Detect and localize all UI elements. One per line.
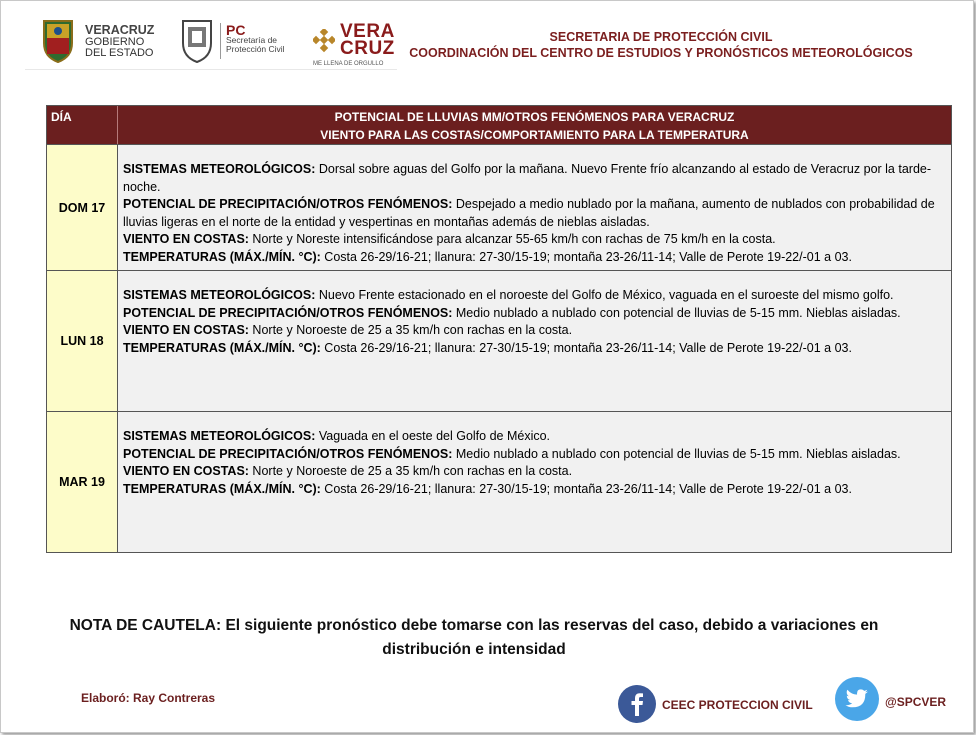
twitter-bird-icon — [835, 677, 879, 721]
day-cell: MAR 19 — [47, 412, 118, 552]
twitter-icon[interactable] — [835, 677, 879, 721]
label-temperaturas: TEMPERATURAS (MÁX./MÍN. °C): — [123, 481, 321, 496]
veracruz-logo-line2: GOBIERNO — [85, 36, 145, 48]
forecast-cell — [118, 271, 951, 411]
orgullo-logo-line1: VERA — [340, 21, 395, 42]
veracruz-logo-text — [85, 25, 154, 59]
forecast-cell — [118, 145, 951, 270]
logo-strip — [25, 15, 397, 70]
temperaturas-text: Costa 26-29/16-21; llanura: 27-30/15-19; montaña 23-26/11-14; Valle de Perote 19-22/-01 a 03. — [320, 481, 852, 496]
veracruz-government-logo — [41, 15, 155, 69]
orgullo-logo-tagline: ME LLENA DE ORGULLO — [313, 61, 384, 67]
temperaturas-text: Costa 26-29/16-21; llanura: 27-30/15-19; montaña 23-26/11-14; Valle de Perote 19-22/-01 a 03. — [320, 340, 852, 355]
day-cell: DOM 17 — [47, 145, 118, 270]
precipitacion-text: Medio nublado a nublado con potencial de lluvias de 5-15 mm. Nieblas aisladas. — [452, 305, 901, 320]
label-sistemas: SISTEMAS METEOROLÓGICOS: — [123, 162, 316, 176]
label-precipitacion: POTENCIAL DE PRECIPITACIÓN/OTROS FENÓMENOS: — [123, 305, 453, 320]
pc-logo-line1: Secretaría de — [226, 35, 278, 45]
table-row — [47, 144, 951, 270]
veracruz-logo-line1: VERACRUZ — [85, 23, 155, 37]
label-precipitacion: POTENCIAL DE PRECIPITACIÓN/OTROS FENÓMENOS: — [123, 197, 453, 212]
viento-text: Norte y Noreste intensificándose para alcanzar 55-65 km/h con rachas de 75 km/h en la costa. — [248, 232, 776, 247]
orgullo-logo-text — [340, 23, 395, 57]
proteccion-civil-logo — [180, 15, 290, 69]
veracruz-orgullo-logo — [313, 15, 397, 69]
pc-logo-title: PC — [226, 22, 246, 38]
label-viento: VIENTO EN COSTAS: — [123, 323, 249, 338]
label-viento: VIENTO EN COSTAS: — [123, 464, 249, 479]
facebook-link[interactable]: CEEC PROTECCION CIVIL — [662, 698, 813, 712]
table-header — [47, 106, 951, 144]
label-temperaturas: TEMPERATURAS (MÁX./MÍN. °C): — [123, 249, 321, 264]
forecast-cell — [118, 412, 951, 552]
day-cell: LUN 18 — [47, 271, 118, 411]
organization-line1: SECRETARIA DE PROTECCIÓN CIVIL — [549, 30, 773, 44]
table-row — [47, 270, 951, 411]
label-sistemas: SISTEMAS METEOROLÓGICOS: — [123, 288, 316, 302]
column-header-line2: VIENTO PARA LAS COSTAS/COMPORTAMIENTO PARA LA TEMPERATURA — [320, 128, 749, 142]
state-shield-icon — [41, 17, 75, 63]
pc-shield-icon — [180, 17, 214, 63]
precipitacion-text: Medio nublado a nublado con potencial de lluvias de 5-15 mm. Nieblas aisladas. — [452, 446, 901, 461]
facebook-glyph-icon — [618, 685, 656, 723]
table-row — [47, 411, 951, 552]
label-sistemas: SISTEMAS METEOROLÓGICOS: — [123, 429, 316, 443]
caution-note — [41, 614, 907, 662]
twitter-handle[interactable]: @SPCVER — [885, 695, 947, 709]
label-viento: VIENTO EN COSTAS: — [123, 232, 249, 247]
organization-line2: COORDINACIÓN DEL CENTRO DE ESTUDIOS Y PRONÓSTICOS METEOROLÓGICOS — [409, 46, 913, 60]
viento-text: Norte y Noroeste de 25 a 35 km/h con rachas en la costa. — [248, 464, 573, 479]
label-temperaturas: TEMPERATURAS (MÁX./MÍN. °C): — [123, 340, 321, 355]
column-header-forecast — [118, 106, 951, 144]
sistemas-text: Vaguada en el oeste del Golfo de México. — [315, 429, 551, 443]
orgullo-logo-line2: CRUZ — [340, 38, 395, 59]
forecast-table — [46, 105, 952, 553]
knot-pattern-icon — [313, 29, 335, 53]
viento-text: Norte y Noroeste de 25 a 35 km/h con rachas en la costa. — [248, 323, 573, 338]
label-precipitacion: POTENCIAL DE PRECIPITACIÓN/OTROS FENÓMENOS: — [123, 446, 453, 461]
veracruz-logo-line3: DEL ESTADO — [85, 47, 154, 59]
column-header-line1: POTENCIAL DE LLUVIAS MM/OTROS FENÓMENOS PARA VERACRUZ — [334, 110, 735, 124]
caution-note-line1: NOTA DE CAUTELA: El siguiente pronóstico debe tomarse con las reservas del caso, debido a variaciones en — [69, 617, 879, 634]
precipitacion-text: Despejado a medio nublado por la mañana, aumento de nublados con probabilidad de lluvias ligeras en el norte de la entidad y vespertinas en montañas además de nieblas aisladas. — [123, 197, 935, 229]
caution-note-line2: distribución e intensidad — [382, 641, 566, 658]
sistemas-text: Nuevo Frente estacionado en el noroeste del Golfo de México, vaguada en el suroeste del mismo golfo. — [315, 288, 894, 302]
sistemas-text: Dorsal sobre aguas del Golfo por la mañana. Nuevo Frente frío alcanzando al estado de Veracruz por la tarde-noche. — [123, 162, 932, 194]
author-credit: Elaboró: Ray Contreras — [81, 691, 216, 705]
column-header-day: DÍA — [47, 106, 118, 144]
organization-header — [401, 29, 921, 61]
facebook-icon[interactable] — [618, 685, 656, 723]
pc-logo-text — [226, 22, 285, 54]
pc-logo-line2: Protección Civil — [226, 44, 285, 54]
temperaturas-text: Costa 26-29/16-21; llanura: 27-30/15-19; montaña 23-26/11-14; Valle de Perote 19-22/-01 a 03. — [320, 249, 852, 264]
